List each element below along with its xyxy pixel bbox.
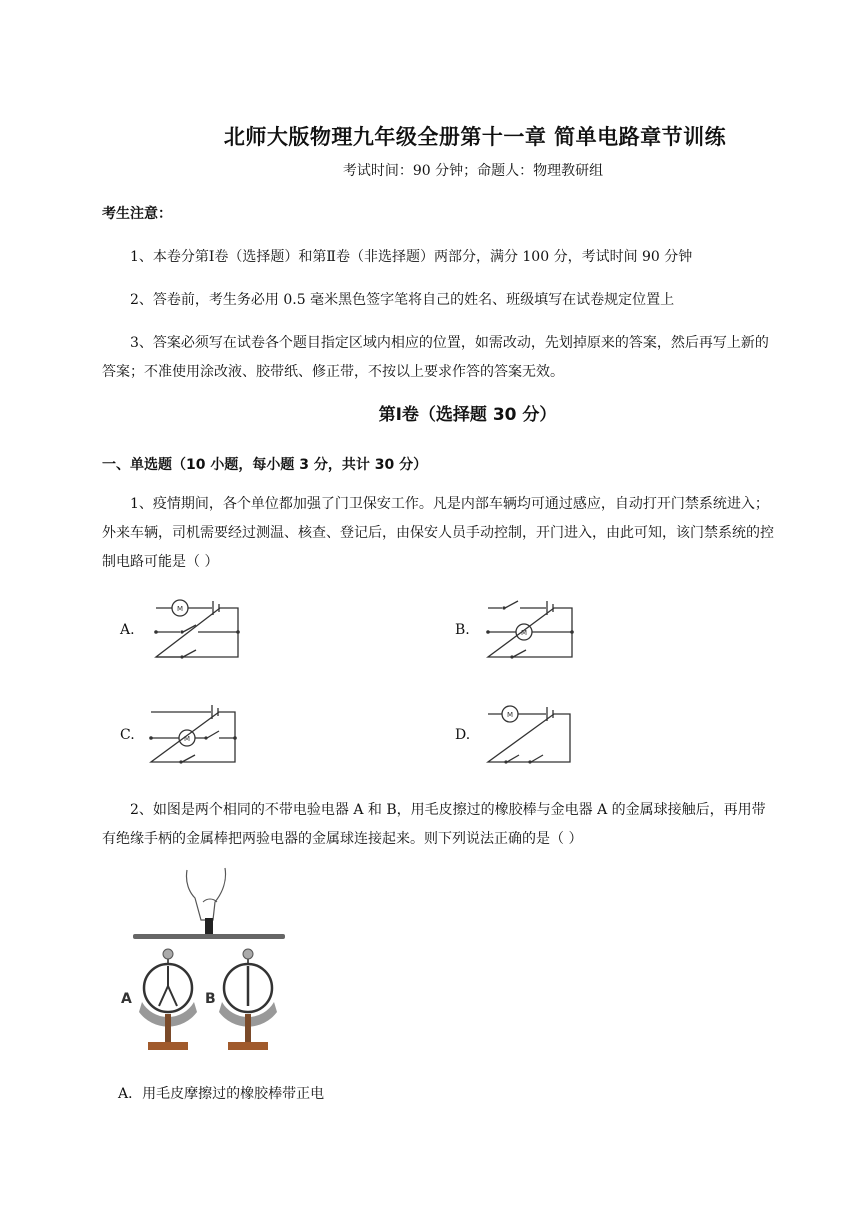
electroscope-b-label: B (205, 991, 216, 1007)
electroscope-illustration (115, 862, 295, 1062)
circuit-b-diagram (480, 595, 590, 665)
circuit-a-diagram (140, 595, 250, 665)
question-2-option-a: A．用毛皮摩擦过的橡胶棒带正电 (118, 1086, 325, 1102)
notice-item-2: 2、答卷前，考生务必用 0.5 毫米黑色签字笔将自己的姓名、班级填写在试卷规定位置上 (130, 292, 675, 308)
motor-label: M (520, 629, 528, 637)
motor-label: M (183, 735, 191, 743)
part-heading: 一、单选题（10 小题，每小题 3 分，共计 30 分） (102, 457, 428, 473)
electroscope-a-label: A (121, 991, 132, 1007)
question-1-text: 1、疫情期间，各个单位都加强了门卫保安工作。凡是内部车辆均可通过感应，自动打开门禁系统进入；外来车辆，司机需要经过测温、核查、登记后，由保安人员手动控制，开门进入，由此可知，该门禁系统的控制电路可能是（ ） (102, 496, 774, 570)
page-title: 北师大版物理九年级全册第十一章 简单电路章节训练 (223, 125, 727, 149)
notice-item-1: 1、本卷分第Ⅰ卷（选择题）和第Ⅱ卷（非选择题）两部分，满分 100 分，考试时间 90 分钟 (130, 249, 693, 265)
question-2-text: 2、如图是两个相同的不带电验电器 A 和 B，用毛皮擦过的橡胶棒与金电器 A 的金属球接触后，再用带有绝缘手柄的金属棒把两验电器的金属球连接起来。则下列说法正确的是（ ） (102, 802, 766, 847)
circuit-c-diagram (145, 700, 245, 770)
notice-item-3: 3、答案必须写在试卷各个题目指定区域内相应的位置，如需改动，先划掉原来的答案，然后再写上新的答案；不准使用涂改液、胶带纸、修正带，不按以上要求作答的答案无效。 (102, 335, 769, 380)
motor-label: M (506, 711, 514, 719)
option-d-label: D. (455, 727, 471, 743)
option-c-label: C. (120, 727, 135, 743)
exam-info: 考试时间：90 分钟；命题人：物理教研组 (342, 163, 604, 179)
option-b-label: B. (455, 622, 470, 638)
circuit-d-diagram (480, 700, 580, 770)
notice-heading: 考生注意： (102, 206, 172, 222)
option-a-label: A. (120, 622, 135, 638)
section-title: 第Ⅰ卷（选择题 30 分） (378, 405, 557, 425)
motor-label: M (176, 605, 184, 613)
